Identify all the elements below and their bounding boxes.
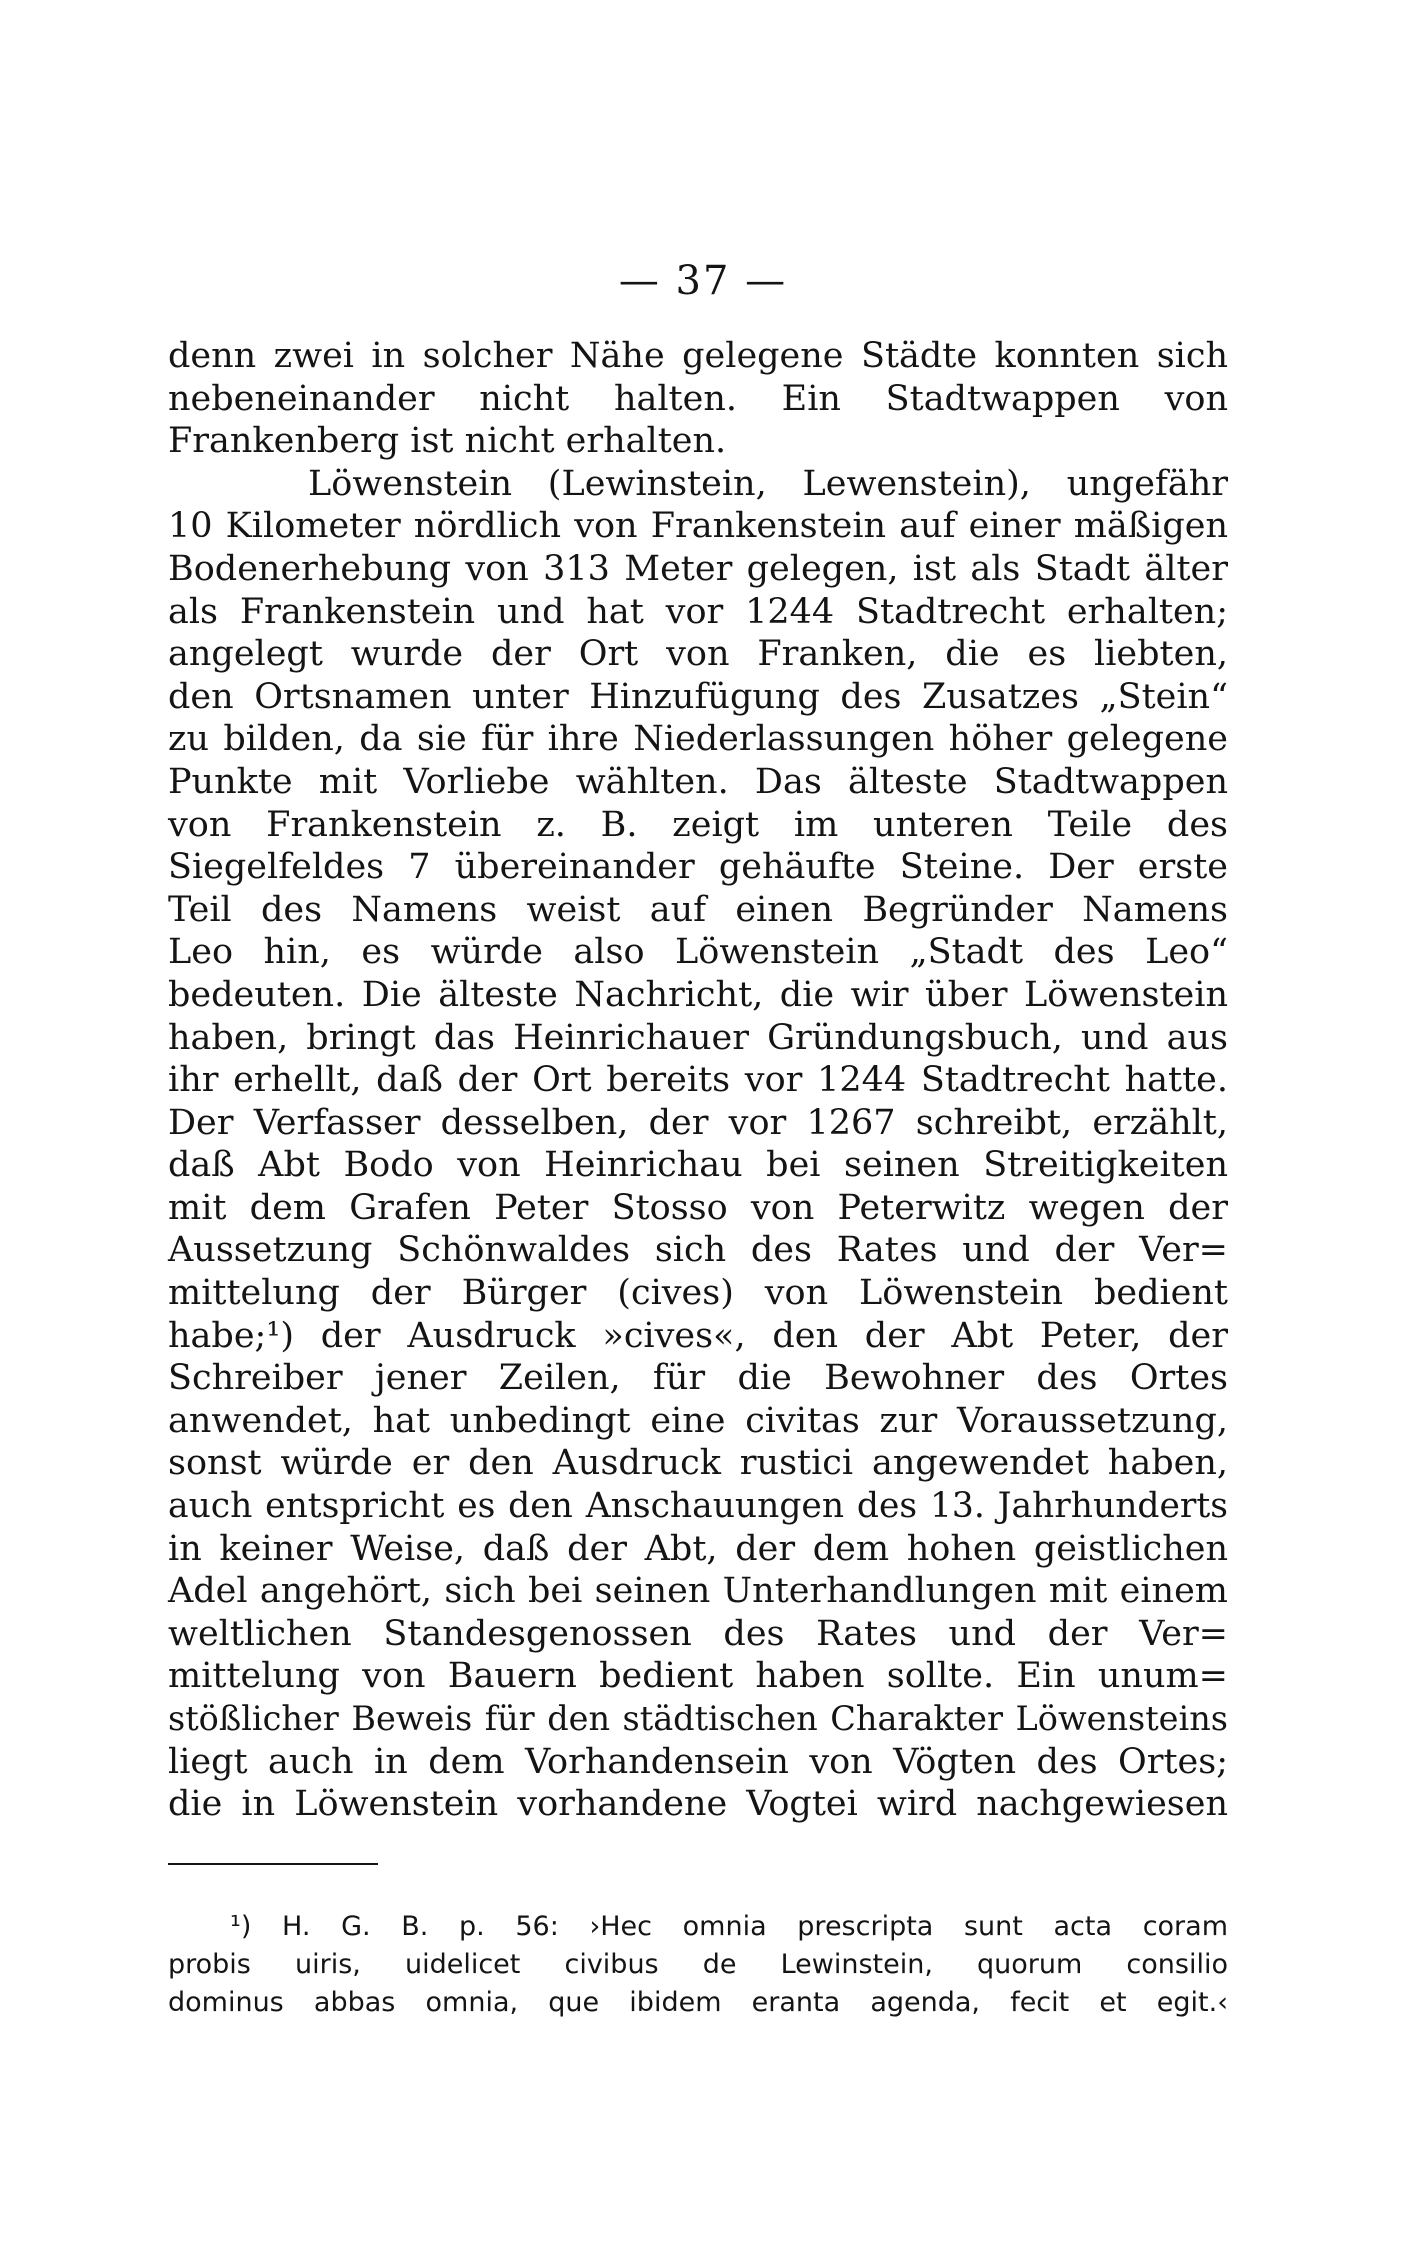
footnotes (168, 1908, 1228, 2022)
text-line: als Frankenstein und hat vor 1244 Stadtrecht erhalten; (168, 591, 1228, 632)
text-line: von Frankenstein z. B. zeigt im unteren Teile des (168, 804, 1228, 845)
footnote-line: dominus abbas omnia, que ibidem eranta agenda, fecit et egit.‹ (168, 1987, 1228, 2018)
text-line: Adel angehört, sich bei seinen Unterhandlungen mit einem (168, 1571, 1228, 1612)
text-line: angelegt wurde der Ort von Franken, die es liebten, (168, 634, 1228, 675)
text-line: nebeneinander nicht halten. Ein Stadtwappen von (168, 378, 1228, 419)
text-line: bedeuten. Die älteste Nachricht, die wir über Löwenstein (168, 974, 1228, 1015)
text-line: weltlichen Standesgenossen des Rates und der Ver= (168, 1613, 1228, 1654)
text-line: Leo hin, es würde also Löwenstein „Stadt des Leo“ (168, 932, 1228, 973)
text-line: mittelung der Bürger (cives) von Löwenstein bedient (168, 1273, 1228, 1314)
text-line: die in Löwenstein vorhandene Vogtei wird nachgewiesen (168, 1784, 1228, 1825)
page-number: — 37 — (618, 258, 788, 304)
text-line: auch entspricht es den Anschauungen des 13. Jahrhunderts (168, 1486, 1228, 1527)
text-line: mittelung von Bauern bedient haben sollte. Ein unum= (168, 1656, 1228, 1697)
text-line: Aussetzung Schönwaldes sich des Rates und der Ver= (168, 1230, 1228, 1271)
text-line: den Ortsnamen unter Hinzufügung des Zusatzes „Stein“ (168, 676, 1228, 717)
text-line: ihr erhellt, daß der Ort bereits vor 1244 Stadtrecht hatte. (168, 1060, 1228, 1101)
text-line: daß Abt Bodo von Heinrichau bei seinen Streitigkeiten (168, 1145, 1228, 1186)
text-line: Bodenerhebung von 313 Meter gelegen, ist als Stadt älter (168, 548, 1228, 589)
text-line: Der Verfasser desselben, der vor 1267 schreibt, erzählt, (168, 1102, 1228, 1143)
text-line: mit dem Grafen Peter Stosso von Peterwitz wegen der (168, 1187, 1228, 1228)
text-line: in keiner Weise, daß der Abt, der dem hohen geistlichen (168, 1528, 1228, 1569)
text-line: 10 Kilometer nördlich von Frankenstein auf einer mäßigen (168, 506, 1228, 547)
text-line: Punkte mit Vorliebe wählten. Das älteste Stadtwappen (168, 761, 1228, 802)
footnote-separator (168, 1863, 378, 1865)
text-line: denn zwei in solcher Nähe gelegene Städte konnten sich (168, 336, 1228, 376)
text-line: habe;¹) der Ausdruck »cives«, den der Abt Peter, der (168, 1315, 1228, 1356)
footnote-line: probis uiris, uidelicet civibus de Lewinstein, quorum consilio (168, 1949, 1228, 1980)
text-line: haben, bringt das Heinrichauer Gründungsbuch, und aus (168, 1017, 1228, 1058)
text-line: Teil des Namens weist auf einen Begründer Namens (168, 889, 1228, 930)
text-line: anwendet, hat unbedingt eine civitas zur Voraussetzung, (168, 1400, 1228, 1441)
body-text (168, 335, 1228, 1826)
text-line: Frankenberg ist nicht erhalten. (168, 421, 727, 462)
text-line: liegt auch in dem Vorhandensein von Vögten des Ortes; (168, 1741, 1228, 1782)
text-line: Löwenstein (Lewinstein, Lewenstein), ungefähr (308, 463, 1228, 504)
footnote-line: ¹) H. G. B. p. 56: ›Hec omnia prescripta sunt acta coram (230, 1911, 1228, 1942)
text-line: stößlicher Beweis für den städtischen Charakter Löwensteins (168, 1699, 1228, 1738)
text-line: zu bilden, da sie für ihre Niederlassungen höher gelegene (168, 719, 1228, 760)
text-line: sonst würde er den Ausdruck rustici angewendet haben, (168, 1443, 1228, 1484)
text-line: Schreiber jener Zeilen, für die Bewohner des Ortes (168, 1358, 1228, 1399)
text-line: Siegelfeldes 7 übereinander gehäufte Steine. Der erste (168, 847, 1228, 888)
